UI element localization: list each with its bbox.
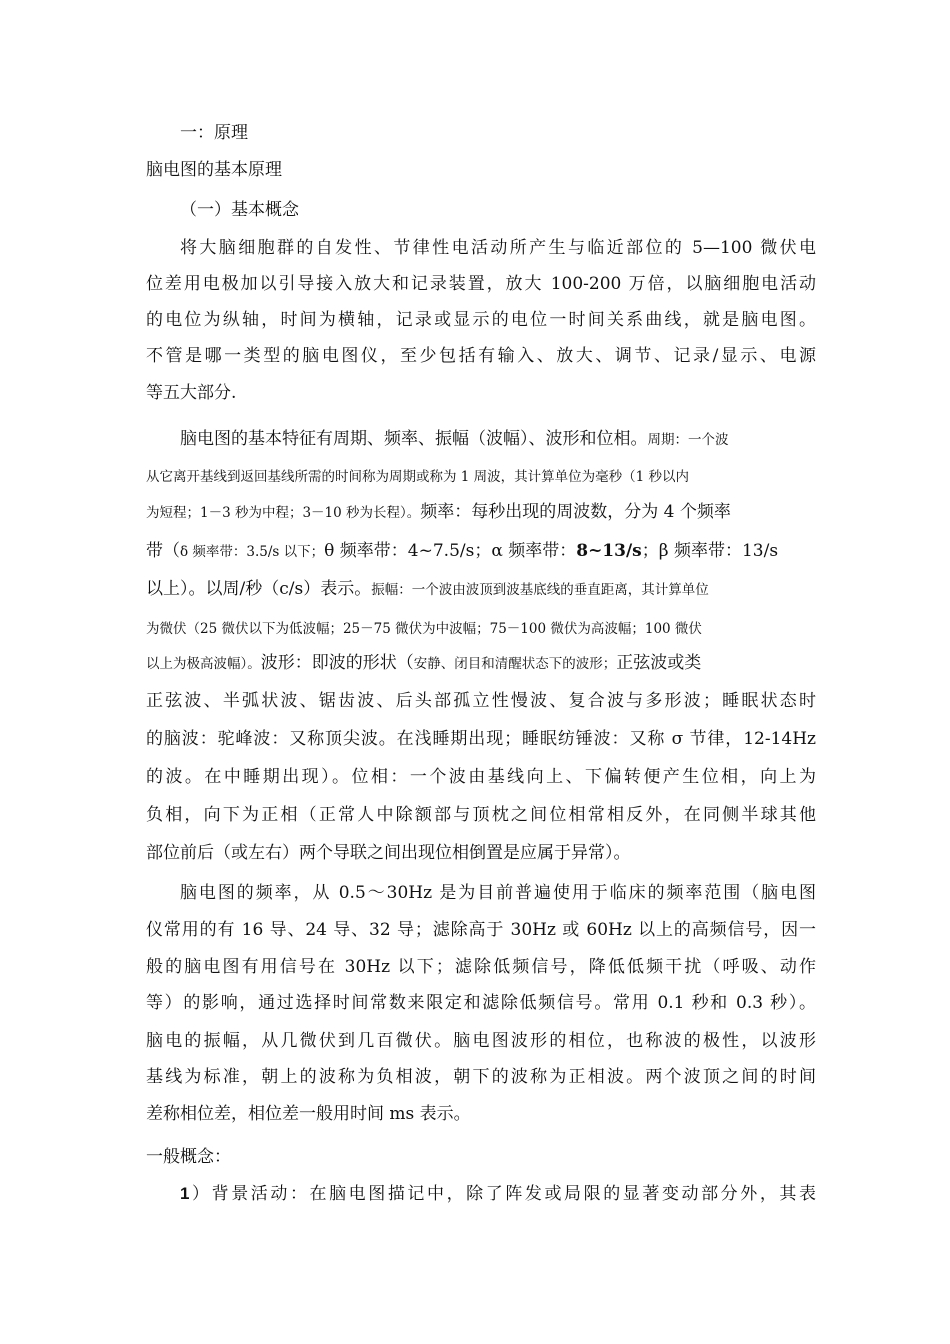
list-item — [180, 1182, 816, 1206]
paragraph-line: 为微伏（25 微伏以下为低波幅；25－75 微伏为中波幅；75－100 微伏为高波幅；100 微伏 — [146, 621, 702, 637]
paragraph-line: 以上为极高波幅）。波形：即波的形状（安静、闭目和清醒状态下的波形；正弦波或类 — [146, 653, 702, 673]
paragraph-line: 等五大部分. — [146, 383, 237, 403]
paragraph-line: 部位前后（或左右）两个导联之间出现位相倒置是应属于异常）。 — [146, 843, 631, 863]
paragraph-line: 脑电图的基本特征有周期、频率、振幅（波幅）、波形和位相。周期：一个波 — [180, 429, 729, 449]
paragraph-line: 位差用电极加以引导接入放大和记录装置，放大 100-200 万倍，以脑细胞电活动 — [146, 274, 816, 294]
paragraph-line: 将大脑细胞群的自发性、节律性电活动所产生与临近部位的 5—100 微伏电 — [180, 238, 816, 258]
paragraph-line: 差称相位差，相位差一般用时间 ms 表示。 — [146, 1104, 471, 1124]
paragraph-line: 的波。在中睡期出现）。位相：一个波由基线向上、下偏转便产生位相，向上为 — [146, 767, 816, 787]
paragraph-line: 的脑波：驼峰波：又称顶尖波。在浅睡期出现；睡眠纺锤波：又称 σ 节律，12-14Hz — [146, 729, 816, 749]
paragraph-line: 以上）。以周/秒（c/s）表示。振幅：一个波由波顶到波基底线的垂直距离，其计算单位 — [146, 579, 709, 599]
paragraph-line: 不管是哪一类型的脑电图仪，至少包括有输入、放大、调节、记录/显示、电源 — [146, 346, 816, 366]
paragraph-line: 带（δ 频率带：3.5/s 以下；θ 频率带：4~7.5/s；α 频率带：8~13/s；β 频率带：13/s — [146, 541, 779, 561]
paragraph-line: 等）的影响，通过选择时间常数来限定和滤除低频信号。常用 0.1 秒和 0.3 秒）。 — [146, 993, 816, 1013]
paragraph-line: 的电位为纵轴，时间为横轴，记录或显示的电位一时间关系曲线，就是脑电图。 — [146, 310, 816, 330]
paragraph-line: 正弦波、半弧状波、锯齿波、后头部孤立性慢波、复合波与多形波；睡眠状态时 — [146, 691, 816, 711]
section-heading: 一：原理 — [180, 123, 248, 143]
paragraph-line: 般的脑电图有用信号在 30Hz 以下；滤除低频信号，降低低频干扰（呼吸、动作 — [146, 957, 816, 977]
paragraph-line: 从它离开基线到返回基线所需的时间称为周期或称为 1 周波，其计算单位为毫秒（1 秒以内 — [146, 469, 690, 485]
general-concepts-heading: 一般概念： — [146, 1147, 231, 1167]
paragraph-line: 负相，向下为正相（正常人中除额部与顶枕之间位相常相反外，在同侧半球其他 — [146, 805, 816, 825]
subsection-heading: 脑电图的基本原理 — [146, 160, 282, 180]
paragraph-line: 仪常用的有 16 导、24 导、32 导；滤除高于 30Hz 或 60Hz 以上的高频信号，因一 — [146, 920, 816, 940]
list-item-number: 1 — [180, 1184, 190, 1203]
paragraph-line: 脑电图的频率，从 0.5～30Hz 是为目前普遍使用于临床的频率范围（脑电图 — [180, 883, 816, 903]
paragraph-line: 为短程；1－3 秒为中程；3－10 秒为长程）。频率：每秒出现的周波数，分为 4 个频率 — [146, 502, 731, 522]
paragraph-line: 基线为标准，朝上的波称为负相波，朝下的波称为正相波。两个波顶之间的时间 — [146, 1067, 816, 1087]
paragraph-line: 脑电的振幅，从几微伏到几百微伏。脑电图波形的相位，也称波的极性，以波形 — [146, 1031, 816, 1051]
concept-heading: （一）基本概念 — [180, 200, 299, 220]
list-item-text: ）背景活动：在脑电图描记中，除了阵发或局限的显著变动部分外，其表 — [189, 1184, 816, 1204]
